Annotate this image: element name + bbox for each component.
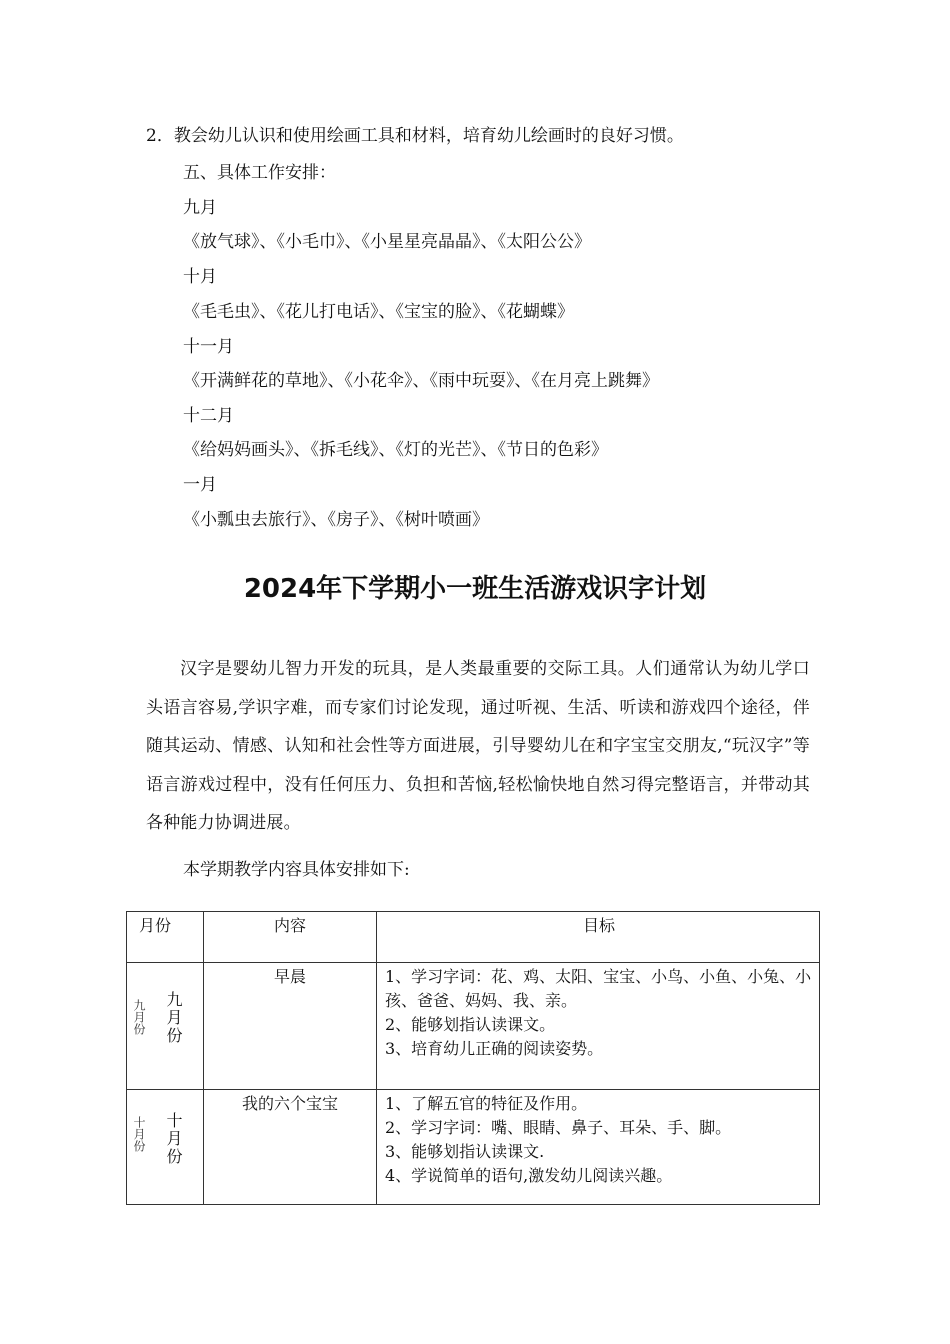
goal-line: 1、学习字词：花、鸡、太阳、宝宝、小鸟、小鱼、小兔、小孩、爸爸、妈妈、我、亲。 xyxy=(385,967,812,1010)
content-cell: 早晨 xyxy=(204,963,377,1090)
month-activities: 《放气球》、《小毛巾》、《小星星亮晶晶》、《太阳公公》 xyxy=(183,232,591,252)
month-label: 一月 xyxy=(183,475,217,495)
month-label: 十二月 xyxy=(183,406,234,426)
month-activities: 《给妈妈画头》、《拆毛线》、《灯的光芒》、《节日的色彩》 xyxy=(183,440,608,460)
table-row xyxy=(127,1090,820,1205)
goal-cell xyxy=(377,963,820,1090)
goal-line: 3、培育幼儿正确的阅读姿势。 xyxy=(385,1039,604,1058)
goal-line: 2、学习字词：嘴、眼睛、鼻子、耳朵、手、脚。 xyxy=(385,1118,732,1137)
section-heading: 五、具体工作安排： xyxy=(183,163,336,183)
goal-line: 4、学说简单的语句,激发幼儿阅读兴趣。 xyxy=(385,1166,673,1185)
month-activities: 《开满鲜花的草地》、《小花伞》、《雨中玩耍》、《在月亮上跳舞》 xyxy=(183,371,659,391)
schedule-table xyxy=(126,911,820,1205)
table-row xyxy=(127,963,820,1090)
header-content: 内容 xyxy=(204,912,377,963)
month-label: 十一月 xyxy=(183,337,234,357)
month-cell xyxy=(127,963,204,1090)
month-activities: 《小瓢虫去旅行》、《房子》、《树叶喷画》 xyxy=(183,510,489,530)
intro-paragraph: 汉字是婴幼儿智力开发的玩具，是人类最重要的交际工具。人们通常认为幼儿学口头语言容易,学识字难，而专家们讨论发现，通过听视、生活、听读和游戏四个途径，伴随其运动、情感、认知和社会性等方面进展，引导婴幼儿在和字宝宝交朋友,“玩汉字”等语言游戏过程中，没有任何压力、负担和苦恼,轻松愉快地自然习得完整语言，并带动其各种能力协调进展。 xyxy=(146,659,810,834)
page-title: 2024年下学期小一班生活游戏识字计划 xyxy=(243,574,707,604)
schedule-intro: 本学期教学内容具体安排如下: xyxy=(183,860,410,880)
goal-cell xyxy=(377,1090,820,1205)
goal-line: 1、了解五官的特征及作用。 xyxy=(385,1094,588,1113)
month-side-text: 十月份 xyxy=(132,1116,146,1152)
goal-item-2: 2．教会幼儿认识和使用绘画工具和材料，培育幼儿绘画时的良好习惯。 xyxy=(146,126,684,146)
header-goal: 目标 xyxy=(377,912,820,963)
month-label: 十月 xyxy=(183,267,217,287)
goal-line: 3、能够划指认读课文. xyxy=(385,1142,545,1161)
month-side-text: 九月份 xyxy=(132,999,146,1035)
month-text: 十月份 xyxy=(164,1112,183,1166)
goal-line: 2、能够划指认读课文。 xyxy=(385,1015,556,1034)
month-label: 九月 xyxy=(183,198,217,218)
month-cell xyxy=(127,1090,204,1205)
header-month: 月份 xyxy=(127,912,204,963)
table-header-row xyxy=(127,912,820,963)
month-activities: 《毛毛虫》、《花儿打电话》、《宝宝的脸》、《花蝴蝶》 xyxy=(183,302,574,322)
month-text: 九月份 xyxy=(164,991,183,1045)
content-cell: 我的六个宝宝 xyxy=(204,1090,377,1205)
